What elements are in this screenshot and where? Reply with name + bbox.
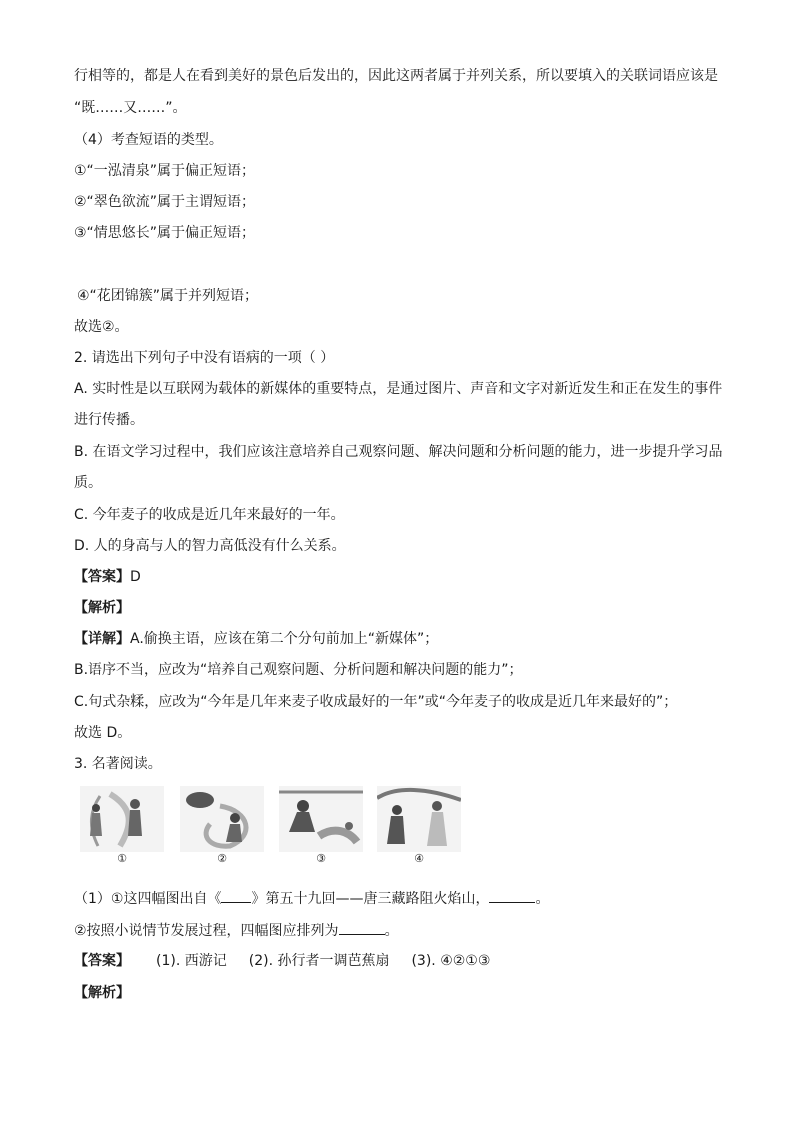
sub2-text-a: ②按照小说情节发展过程，四幅图应排列为 [74, 923, 339, 939]
text-line: ④“花团锦簇”属于并列短语； [77, 288, 259, 304]
blank-3 [339, 920, 385, 935]
answer-3: (3). ④②①③ [411, 953, 491, 969]
blank-2 [489, 888, 535, 903]
answer-2: (2). 孙行者一调芭蕉扇 [248, 953, 390, 969]
figure-number: ② [217, 852, 227, 865]
sub1-text-b: 》第五十九回——唐三藏路阻火焰山， [251, 891, 490, 907]
option-b-cont: 质。 [74, 475, 102, 491]
detail-row [74, 629, 438, 649]
figure-number: ③ [316, 852, 326, 865]
text-line: ②“翠色欲流”属于主谓短语； [74, 194, 256, 210]
figure-number: ① [117, 852, 127, 865]
sub2-text-b: 。 [384, 923, 399, 939]
illustration-1 [80, 786, 164, 852]
sub1-text-c: 。 [535, 891, 550, 907]
figure-number: ④ [414, 852, 424, 865]
option-b: B. 在语文学习过程中，我们应该注意培养自己观察问题、解决问题和分析问题的能力，进一步提升学习品 [74, 444, 723, 460]
blank-1 [221, 888, 251, 903]
question-2-stem: 2. 请选出下列句子中没有语病的一项（ ） [74, 350, 335, 366]
question-3-stem: 3. 名著阅读。 [74, 756, 162, 772]
option-a-cont: 进行传播。 [74, 412, 144, 428]
text-line: ①“一泓清泉”属于偏正短语； [74, 163, 256, 179]
illustration-4 [377, 786, 461, 852]
answer-value: D [130, 569, 141, 585]
text-line: （4）考查短语的类型。 [74, 132, 223, 148]
option-c: C. 今年麦子的收成是近几年来最好的一年。 [74, 507, 345, 523]
sub1-text-a: （1）①这四幅图出自《 [74, 891, 222, 907]
q3-analysis-tag: 【解析】 [74, 985, 130, 1001]
text-line: ③“情思悠长”属于偏正短语； [74, 225, 256, 241]
sub-question-1 [74, 888, 549, 909]
illustration-row [80, 786, 470, 866]
illustration-3 [279, 786, 363, 852]
detail-d: 故选 D。 [74, 725, 132, 741]
analysis-tag: 【解析】 [74, 600, 130, 616]
option-d: D. 人的身高与人的智力高低没有什么关系。 [74, 538, 346, 554]
sub-question-2 [74, 920, 399, 941]
text-line: 行相等的，都是人在看到美好的景色后发出的，因此这两者属于并列关系，所以要填入的关联词语应该是 [74, 68, 718, 84]
answer-tag: 【答案】 [74, 953, 130, 969]
answer-tag: 【答案】 [74, 569, 130, 585]
illustration-2 [180, 786, 264, 852]
detail-a: A.偷换主语，应该在第二个分句前加上“新媒体”； [130, 631, 439, 647]
q3-answer-row [74, 951, 490, 971]
text-line: “既……又……”。 [74, 100, 187, 116]
detail-tag: 【详解】 [74, 631, 130, 647]
detail-c: C.句式杂糅，应改为“今年是几年来麦子收成最好的一年”或“今年麦子的收成是近几年来最好的”； [74, 694, 678, 710]
answer-1: (1). 西游记 [156, 953, 227, 969]
option-a: A. 实时性是以互联网为载体的新媒体的重要特点，是通过图片、声音和文字对新近发生和正在发生的事件 [74, 381, 723, 397]
answer-row [74, 567, 141, 587]
detail-b: B.语序不当，应改为“培养自己观察问题、分析问题和解决问题的能力”； [74, 662, 523, 678]
text-line: 故选②。 [74, 319, 129, 335]
